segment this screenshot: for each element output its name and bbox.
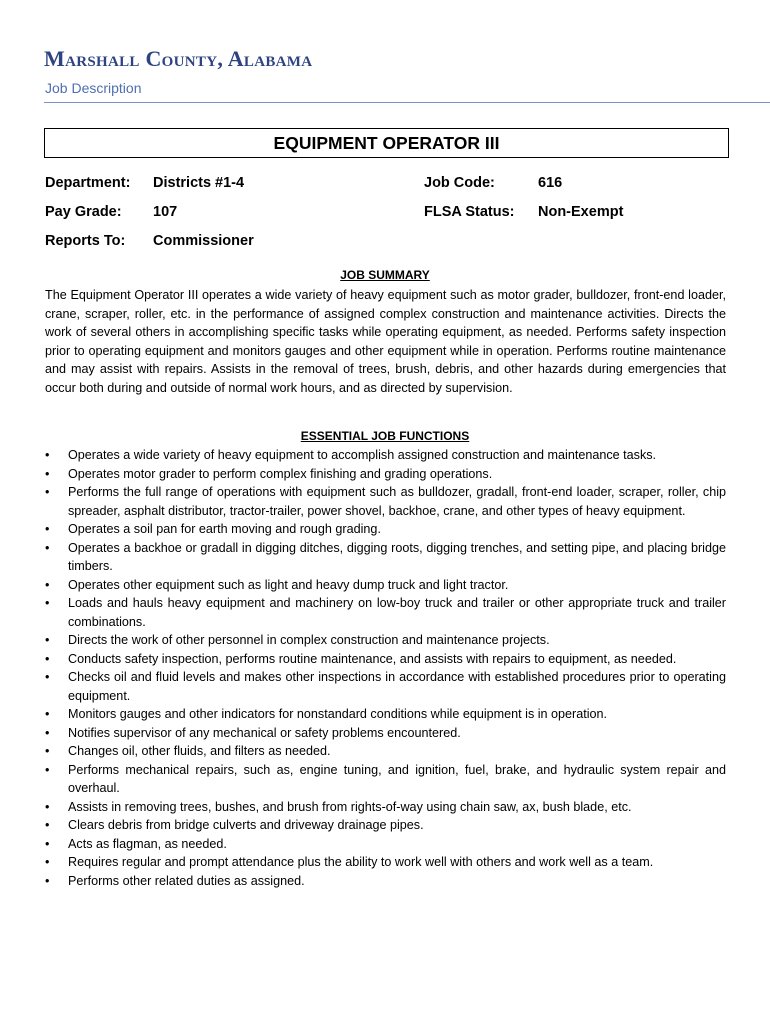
flsa-status-value: Non-Exempt (538, 204, 624, 220)
job-code-value: 616 (538, 175, 563, 191)
bullet-icon: • (45, 744, 50, 758)
bullet-icon: • (45, 596, 50, 610)
function-list-item (45, 594, 726, 631)
function-list-item (45, 853, 726, 872)
pay-grade-value: 107 (153, 204, 178, 220)
function-list-item (45, 631, 726, 650)
department-value: Districts #1-4 (153, 175, 245, 191)
bullet-icon: • (45, 873, 50, 888)
job-code-label: Job Code: (424, 175, 495, 191)
function-list-item (45, 465, 726, 484)
function-list-item (45, 539, 726, 576)
function-list-item (45, 668, 726, 705)
bullet-icon: • (45, 818, 50, 832)
reports-to-value: Commissioner (153, 233, 254, 249)
bullet-icon: • (45, 448, 50, 462)
function-text: Loads and hauls heavy equipment and machinery on low-boy truck and trailer or other appropriate truck and trailer combinations. (68, 596, 726, 629)
bullet-icon: • (45, 762, 50, 777)
bullet-icon: • (45, 540, 50, 555)
function-text: Operates motor grader to perform complex finishing and grading operations. (68, 466, 493, 481)
header-divider (44, 102, 770, 103)
function-list-item (45, 724, 726, 743)
function-text: Directs the work of other personnel in complex construction and maintenance projects. (68, 633, 550, 647)
document-subtitle: Job Description (45, 80, 142, 96)
function-text: Performs other related duties as assigned. (68, 873, 305, 888)
job-summary-text: The Equipment Operator III operates a wide variety of heavy equipment such as motor grader, bulldozer, front-end loader, crane, scraper, roller, etc. in the performance of assigned complex construction and maintenance activities. Directs the work of several others in accomplishing specific tasks while operating equipment, as needed. Performs safety inspection prior to operating equipment and monitors gauges and other equipment while in operation. Performs routine maintenance and may assist with repairs. Assists in the removal of trees, brush, debris, and other hazards during emergencies that occur both during and outside of normal work hours, and as directed by supervision. (45, 288, 726, 395)
bullet-icon: • (45, 707, 50, 721)
function-text: Operates a soil pan for earth moving and rough grading. (68, 522, 381, 536)
function-text: Performs mechanical repairs, such as, engine tuning, and ignition, fuel, brake, and hydraulic system repair and overhaul. (68, 762, 726, 795)
job-title-box (44, 128, 729, 158)
bullet-icon: • (45, 466, 50, 481)
function-list-item (45, 835, 726, 854)
bullet-icon: • (45, 633, 50, 647)
pay-grade-label: Pay Grade: (45, 204, 122, 220)
function-text: Requires regular and prompt attendance plus the ability to work well with others and work well as a team. (68, 855, 654, 869)
job-title: EQUIPMENT OPERATOR III (273, 133, 500, 153)
function-list-item (45, 520, 726, 539)
function-text: Checks oil and fluid levels and makes other inspections in accordance with established procedures prior to operating equipment. (68, 670, 726, 703)
bullet-icon: • (45, 651, 50, 666)
function-text: Changes oil, other fluids, and filters as needed. (68, 744, 331, 758)
bullet-icon: • (45, 836, 50, 851)
bullet-icon: • (45, 855, 50, 869)
department-label: Department: (45, 175, 131, 191)
function-list-item (45, 798, 726, 817)
function-list-item (45, 705, 726, 724)
reports-to-label: Reports To: (45, 233, 126, 249)
function-text: Operates other equipment such as light and heavy dump truck and light tractor. (68, 577, 509, 592)
essential-functions-heading: ESSENTIAL JOB FUNCTIONS (300, 429, 470, 443)
function-list-item (45, 742, 726, 761)
function-text: Monitors gauges and other indicators for nonstandard conditions while equipment is in operation. (68, 707, 608, 721)
function-list-item (45, 576, 726, 595)
function-list-item (45, 483, 726, 520)
function-text: Performs the full range of operations with equipment such as bulldozer, gradall, front-end loader, scraper, roller, chip spreader, asphalt distributor, tractor-trailer, power shovel, backhoe, crane, and other types of heavy equipment. (68, 485, 726, 518)
bullet-icon: • (45, 577, 50, 592)
function-list-item (45, 816, 726, 835)
bullet-icon: • (45, 725, 50, 740)
bullet-icon: • (45, 799, 50, 814)
function-list-item (45, 761, 726, 798)
function-list-item (45, 650, 726, 669)
function-list-item (45, 446, 726, 465)
function-text: Conducts safety inspection, performs routine maintenance, and assists with repairs to equipment, as needed. (68, 651, 677, 666)
function-text: Notifies supervisor of any mechanical or safety problems encountered. (68, 725, 461, 740)
flsa-status-label: FLSA Status: (424, 204, 515, 220)
function-text: Operates a wide variety of heavy equipment to accomplish assigned construction and maintenance tasks. (68, 448, 657, 462)
bullet-icon: • (45, 670, 50, 684)
bullet-icon: • (45, 522, 50, 536)
essential-functions-list (45, 446, 726, 890)
function-text: Operates a backhoe or gradall in digging ditches, digging roots, digging trenches, and setting pipe, and placing bridge timbers. (68, 540, 726, 573)
function-text: Acts as flagman, as needed. (68, 836, 227, 851)
function-list-item (45, 872, 726, 891)
organization-title: Marshall County, Alabama (44, 46, 313, 71)
job-summary-heading: JOB SUMMARY (340, 268, 430, 282)
bullet-icon: • (45, 485, 50, 499)
function-text: Assists in removing trees, bushes, and brush from rights-of-way using chain saw, ax, bush blade, etc. (68, 799, 632, 814)
function-text: Clears debris from bridge culverts and driveway drainage pipes. (68, 818, 424, 832)
